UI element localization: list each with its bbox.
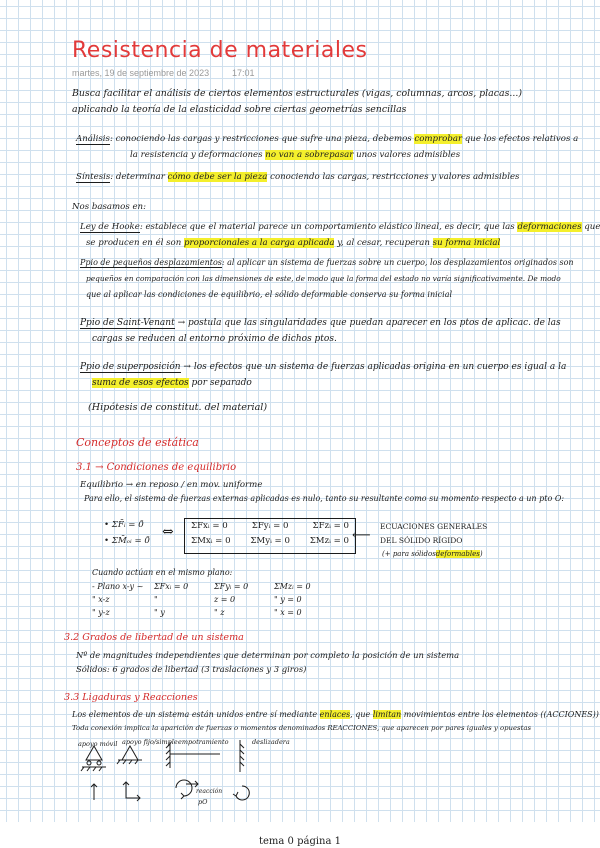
ligaduras-text-c: movimientos entre los elementos ((ACCIONES)): [403, 710, 599, 719]
analisis-text-a: : conociendo las cargas y restricciones que sufre una pieza, debemos: [109, 134, 412, 144]
ligaduras-text-a: Los elementos de un sistema están unidos entre sí mediante: [72, 710, 318, 719]
empotramiento-symbol: [166, 742, 223, 799]
hooke-label: Ley de Hooke: [80, 222, 140, 232]
sintesis-label: Síntesis: [76, 172, 111, 182]
desplaz-line-1: [80, 258, 574, 267]
box-fy: ΣFyᵢ = 0: [251, 521, 289, 531]
superposicion-label: Ppio de superposición: [80, 362, 181, 372]
plano-r3c3: " z: [214, 608, 225, 617]
plano-r1c2: ΣFxᵢ = 0: [154, 582, 189, 591]
analisis-label: Análisis: [76, 134, 110, 144]
analisis-text-d: unos valores admisibles: [356, 150, 461, 160]
box-fz: ΣFzᵢ = 0: [312, 521, 349, 531]
apoyo-fijo-symbol: [117, 746, 142, 801]
superposicion-text-b: por separado: [191, 378, 252, 388]
desplaz-line-3: que al aplicar las condiciones de equilibrio, el sólido deformable conserva su forma inicial: [86, 290, 453, 299]
label-apoyo-movil: apoyo móvil: [78, 740, 118, 748]
plano-r1c3: ΣFyᵢ = 0: [214, 582, 249, 591]
label-reaccion: reacción: [196, 788, 223, 795]
plano-r3c2: " y: [154, 608, 165, 617]
page-date: martes, 19 de septiembre de 2023: [72, 68, 210, 78]
vector-eq-2: • ΣM̄ₒᵢ = 0̄: [104, 536, 150, 546]
analisis-highlight-2: no van a sobrepasar: [265, 150, 354, 160]
hipotesis-note: (Hipótesis de constitut. del material): [88, 402, 268, 413]
page-time: 17:01: [232, 68, 255, 78]
page-footer: tema 0 página 1: [258, 836, 341, 847]
hooke-text-b: que: [584, 222, 600, 232]
plano-r1c4: ΣMzᵢ = 0: [274, 582, 311, 591]
ligaduras-highlight-2: limitan: [372, 710, 402, 719]
analisis-line-1: [76, 134, 578, 144]
sintesis-line: [76, 172, 519, 182]
hooke-line-2: [86, 238, 500, 248]
intro-line-2: aplicando la teoría de la elasticidad sobre ciertas geometrías sencillas: [72, 104, 407, 115]
analisis-line-2: [130, 150, 460, 160]
box-mx: ΣMxᵢ = 0: [191, 536, 231, 546]
plano-heading: Cuando actúan en el mismo plano:: [92, 568, 233, 577]
box-my: ΣMyᵢ = 0: [250, 536, 290, 546]
label-empotramiento: empotramiento: [178, 738, 229, 746]
sintesis-highlight: cómo debe ser la pieza: [167, 172, 268, 182]
hooke-highlight-1: deformaciones: [517, 222, 582, 232]
basamos-heading: Nos basamos en:: [72, 202, 146, 212]
double-arrow: ⇔: [162, 524, 174, 540]
apoyo-movil-symbol: [81, 746, 106, 800]
superposicion-text: → los efectos que un sistema de fuerzas aplicadas origina en un cuerpo es igual a la: [183, 362, 567, 372]
plano-table: [92, 582, 334, 617]
hooke-text-c: se producen en él son: [86, 238, 182, 248]
saint-venant-line-1: [80, 318, 561, 328]
ligaduras-line-1: [72, 710, 599, 719]
plano-r2c3: z = 0: [214, 595, 236, 604]
plano-r1c1: - Plano x-y ~: [92, 582, 144, 591]
ecuaciones-text-a: (+ para sólidos: [382, 550, 436, 558]
superposicion-line-1: [80, 362, 566, 372]
ligaduras-text-b: , que: [350, 710, 371, 719]
box-row-moments: [191, 536, 349, 546]
ligaduras-heading: 3.3 Ligaduras y Reacciones: [64, 692, 198, 703]
deslizadera-symbol: [233, 740, 249, 800]
saint-venant-line-2: cargas se reducen al entorno próximo de dichos ptos.: [92, 334, 337, 344]
saint-venant-text: → postula que las singularidades que puedan aparecer en los ptos de aplicac. de las: [177, 318, 561, 328]
grados-heading: 3.2 Grados de libertad de un sistema: [64, 632, 244, 643]
intro-line-1: Busca facilitar el análisis de ciertos elementos estructurales (vigas, columnas, arcos, placas...): [72, 88, 523, 99]
label-apoyo-fijo: apoyo fijo/simple: [122, 738, 178, 746]
equilibrio-heading: 3.1 → Condiciones de equilibrio: [76, 462, 237, 473]
plano-r2c2: ": [154, 595, 158, 604]
ecuaciones-line-1: ECUACIONES GENERALES: [380, 522, 488, 531]
ligaduras-line-2: Toda conexión implica la aparición de fuerzas o momentos denominados REACCIONES, que aparecen por pares iguales y opuestas: [72, 724, 531, 732]
analisis-text-c: la resistencia y deformaciones: [130, 150, 263, 160]
hooke-highlight-2: proporcionales a la carga aplicada: [183, 238, 335, 248]
desplaz-text-a: : al aplicar un sistema de fuerzas sobre un cuerpo, los desplazamientos originados son: [221, 258, 574, 267]
ecuaciones-line-3: [382, 550, 483, 558]
box-fx: ΣFxᵢ = 0: [191, 521, 228, 531]
plano-r3c4: " x = 0: [274, 608, 302, 617]
plano-r3c1: " y-z: [92, 608, 110, 617]
equilibrio-line-2: Para ello, el sistema de fuerzas externas aplicadas es nulo, tanto su resultante como su momento respecto a un pto O:: [84, 494, 565, 503]
label-po: pO: [198, 798, 208, 806]
equilibrio-line-1: Equilibrio → en reposo / en mov. uniforme: [80, 480, 263, 490]
superposicion-highlight: suma de esos efectos: [92, 378, 189, 388]
hooke-text-a: : establece que el material parece un comportamiento elástico lineal, es decir, que las: [139, 222, 515, 232]
sintesis-text-b: conociendo las cargas, restricciones y valores admisibles: [270, 172, 520, 182]
hooke-highlight-3: su forma inicial: [432, 238, 501, 248]
superposicion-line-2: [92, 378, 252, 388]
sintesis-text-a: : determinar: [110, 172, 165, 182]
desplaz-label: Ppio de pequeños desplazamientos: [80, 258, 222, 267]
brace-arrow: ⟵: [352, 528, 371, 543]
label-deslizadera: deslizadera: [252, 738, 290, 746]
equilibrium-box: [184, 518, 356, 554]
ecuaciones-line-2: DEL SÓLIDO RÍGIDO: [380, 536, 463, 545]
supports-sketch: [70, 732, 300, 810]
box-mz: ΣMzᵢ = 0: [309, 536, 349, 546]
grados-line-1: Nº de magnitudes independientes que determinan por completo la posición de un sistema: [76, 650, 460, 660]
saint-venant-label: Ppio de Saint-Venant: [80, 318, 175, 328]
desplaz-line-2: pequeños en comparación con las dimensiones de este, de modo que la forma del estado no varía significativamente. De modo: [86, 274, 561, 283]
analisis-highlight-1: comprobar: [414, 134, 463, 144]
plano-r2c1: " x-z: [92, 595, 110, 604]
plano-grid: [92, 582, 334, 617]
plano-r2c4: " y = 0: [274, 595, 302, 604]
ecuaciones-text-b: ): [479, 550, 483, 558]
vector-eq-1: • ΣF̄ᵢ = 0̄: [104, 520, 144, 530]
ligaduras-highlight-1: enlaces: [319, 710, 351, 719]
page-title: Resistencia de materiales: [72, 38, 368, 63]
analisis-text-b: que los efectos relativos a: [464, 134, 579, 144]
box-row-forces: [191, 521, 349, 531]
ecuaciones-highlight: deformables: [435, 550, 480, 558]
grados-line-2: Sólidos: 6 grados de libertad (3 traslaciones y 3 giros): [76, 664, 307, 674]
conceptos-heading: Conceptos de estática: [76, 436, 199, 449]
hooke-text-d: y, al cesar, recuperan: [337, 238, 430, 248]
hooke-line-1: [80, 222, 600, 232]
